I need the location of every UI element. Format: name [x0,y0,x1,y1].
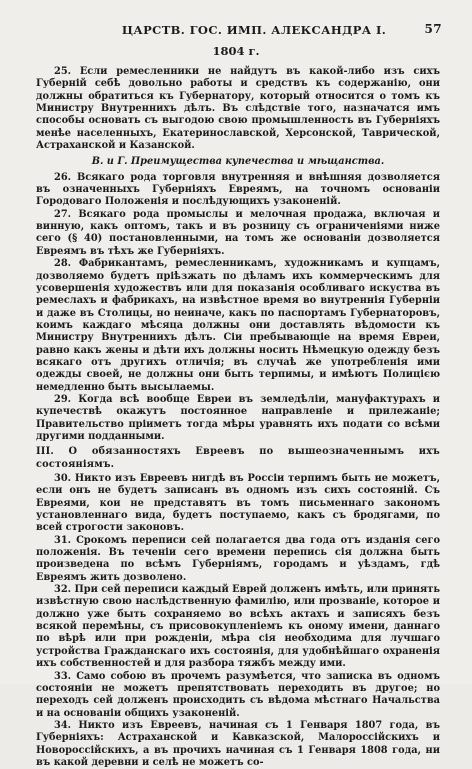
paragraph-29: 29. Когда всѣ вообще Евреи въ земледѣліи, мануфактурахъ и купечествѣ окажутъ постоянное направленіе и прилежаніе; Правительство пріиметъ тогда мѣры уравнять ихъ подати со всѣми другими подданными. [36,393,440,442]
paragraph-25: 25. Если ремесленники не найдутъ въ какой-либо изъ сихъ Губерній себѣ довольно работы и средствъ къ содержанію, они должны обратиться къ Губернатору, который относится о томъ къ Министру Внутреннихъ дѣлъ. Въ слѣдствіе того, назначатся имъ способы основать съ выгодою свою промышленность въ Губерніяхъ менѣе населенныхъ, Екатеринославской, Херсонской, Таврической, Астраханской и Казанской. [36,66,440,152]
year-heading: 1804 г. [212,44,260,58]
page-number: 57 [424,22,442,36]
document-body [36,66,440,769]
paragraph-33: 33. Само собою въ прочемъ разумѣется, что записка въ одномъ состояніи не можетъ препятствовать переходить въ другое; но переходъ сей долженъ происходить съ вѣдома мѣстнаго Начальства и на основаніи общихъ узаконеній. [36,670,440,719]
paragraph-31: 31. Срокомъ переписи сей полагается два года отъ изданія сего положенія. Въ теченіи сего времени перепись сія должна быть произведена по всѣмъ Губерніямъ, городамъ и уѣздамъ, гдѣ Евреямъ жить дозволено. [36,534,440,583]
paragraph-30: 30. Никто изъ Евреевъ нигдѣ въ Россіи терпимъ быть не можетъ, если онъ не будетъ записанъ въ одномъ изъ сихъ состояній. Съ Евреями, кои не представятъ въ томъ письменнаго закономъ установленнаго вида, будетъ поступаемо, какъ съ бродягами, по всей строгости законовъ. [36,473,440,534]
subheading-merchants: В. и Г. Преимущества купечества и мѣщанства. [91,156,385,168]
paragraph-27: 27. Всякаго рода промыслы и мелочная продажа, включая и винную, какъ оптомъ, такъ и въ розницу съ ограниченіями ниже сего (§ 40) постановленными, на томъ же основаніи дозволяется Евреямъ въ тѣхъ же Губерніяхъ. [36,208,440,257]
paragraph-32: 32. При сей переписи каждый Еврей долженъ имѣть, или принять извѣстную свою наслѣдственную фамилію, или прозваніе, которое и должно уже быть сохраняемо во всѣхъ актахъ и записяхъ безъ всякой перемѣны, съ присовокупленіемъ къ оному имени, даннаго по вѣрѣ или при рожденіи, мѣра сія необходима для лучшаго устройства Гражданскаго ихъ состоянія, для удобнѣйшаго охраненія ихъ собственностей и для разбора тяжбъ между ими. [36,584,440,670]
paragraph-26: 26. Всякаго рода торговля внутренняя и внѣшняя дозволяется въ означенныхъ Губерніяхъ Евреямъ, на точномъ основаніи Городоваго Положенія и послѣдующихъ узаконеній. [36,171,440,208]
paragraph-28: 28. Фабрикантамъ, ремесленникамъ, художникамъ и купцамъ, дозволяемо будетъ пріѣзжать по дѣламъ ихъ коммерческимъ для усовершенія художествъ или для показанія особливаго искуства въ ремеслахъ и фабрикахъ, на извѣстное время во внутреннія Губерніи и даже въ Столицы, но неиначе, какъ по паспортамъ Губернаторовъ, коимъ каждаго мѣсяца должны они доставлять вѣдомости къ Министру Внутреннихъ дѣлъ. Сіи пребывающіе на время Евреи, равно какъ жены и дѣти ихъ должны носить Нѣмецкую одежду безъ всякаго отъ другихъ отличія; въ случаѣ же употребленія ими одежды своей, не должны они быть терпимы, и имѣютъ Полицією немедленно быть высылаемы. [36,258,440,393]
running-header [60,22,448,38]
section-heading-obligations: III. О обязанностяхъ Евреевъ по вышеозначеннымъ ихъ состояніямъ. [36,446,440,470]
running-title: ЦАРСТВ. ГОС. ИМП. АЛЕКСАНДРА I. [121,23,387,37]
paragraph-34: 34. Никто изъ Евреевъ, начиная съ 1 Генваря 1807 года, въ Губерніяхъ: Астраханской и Кавказской, Малороссійскихъ и Новороссійскихъ, а въ прочихъ начиная съ 1 Генваря 1808 года, ни въ какой деревни и селѣ не можетъ со- [36,719,440,768]
